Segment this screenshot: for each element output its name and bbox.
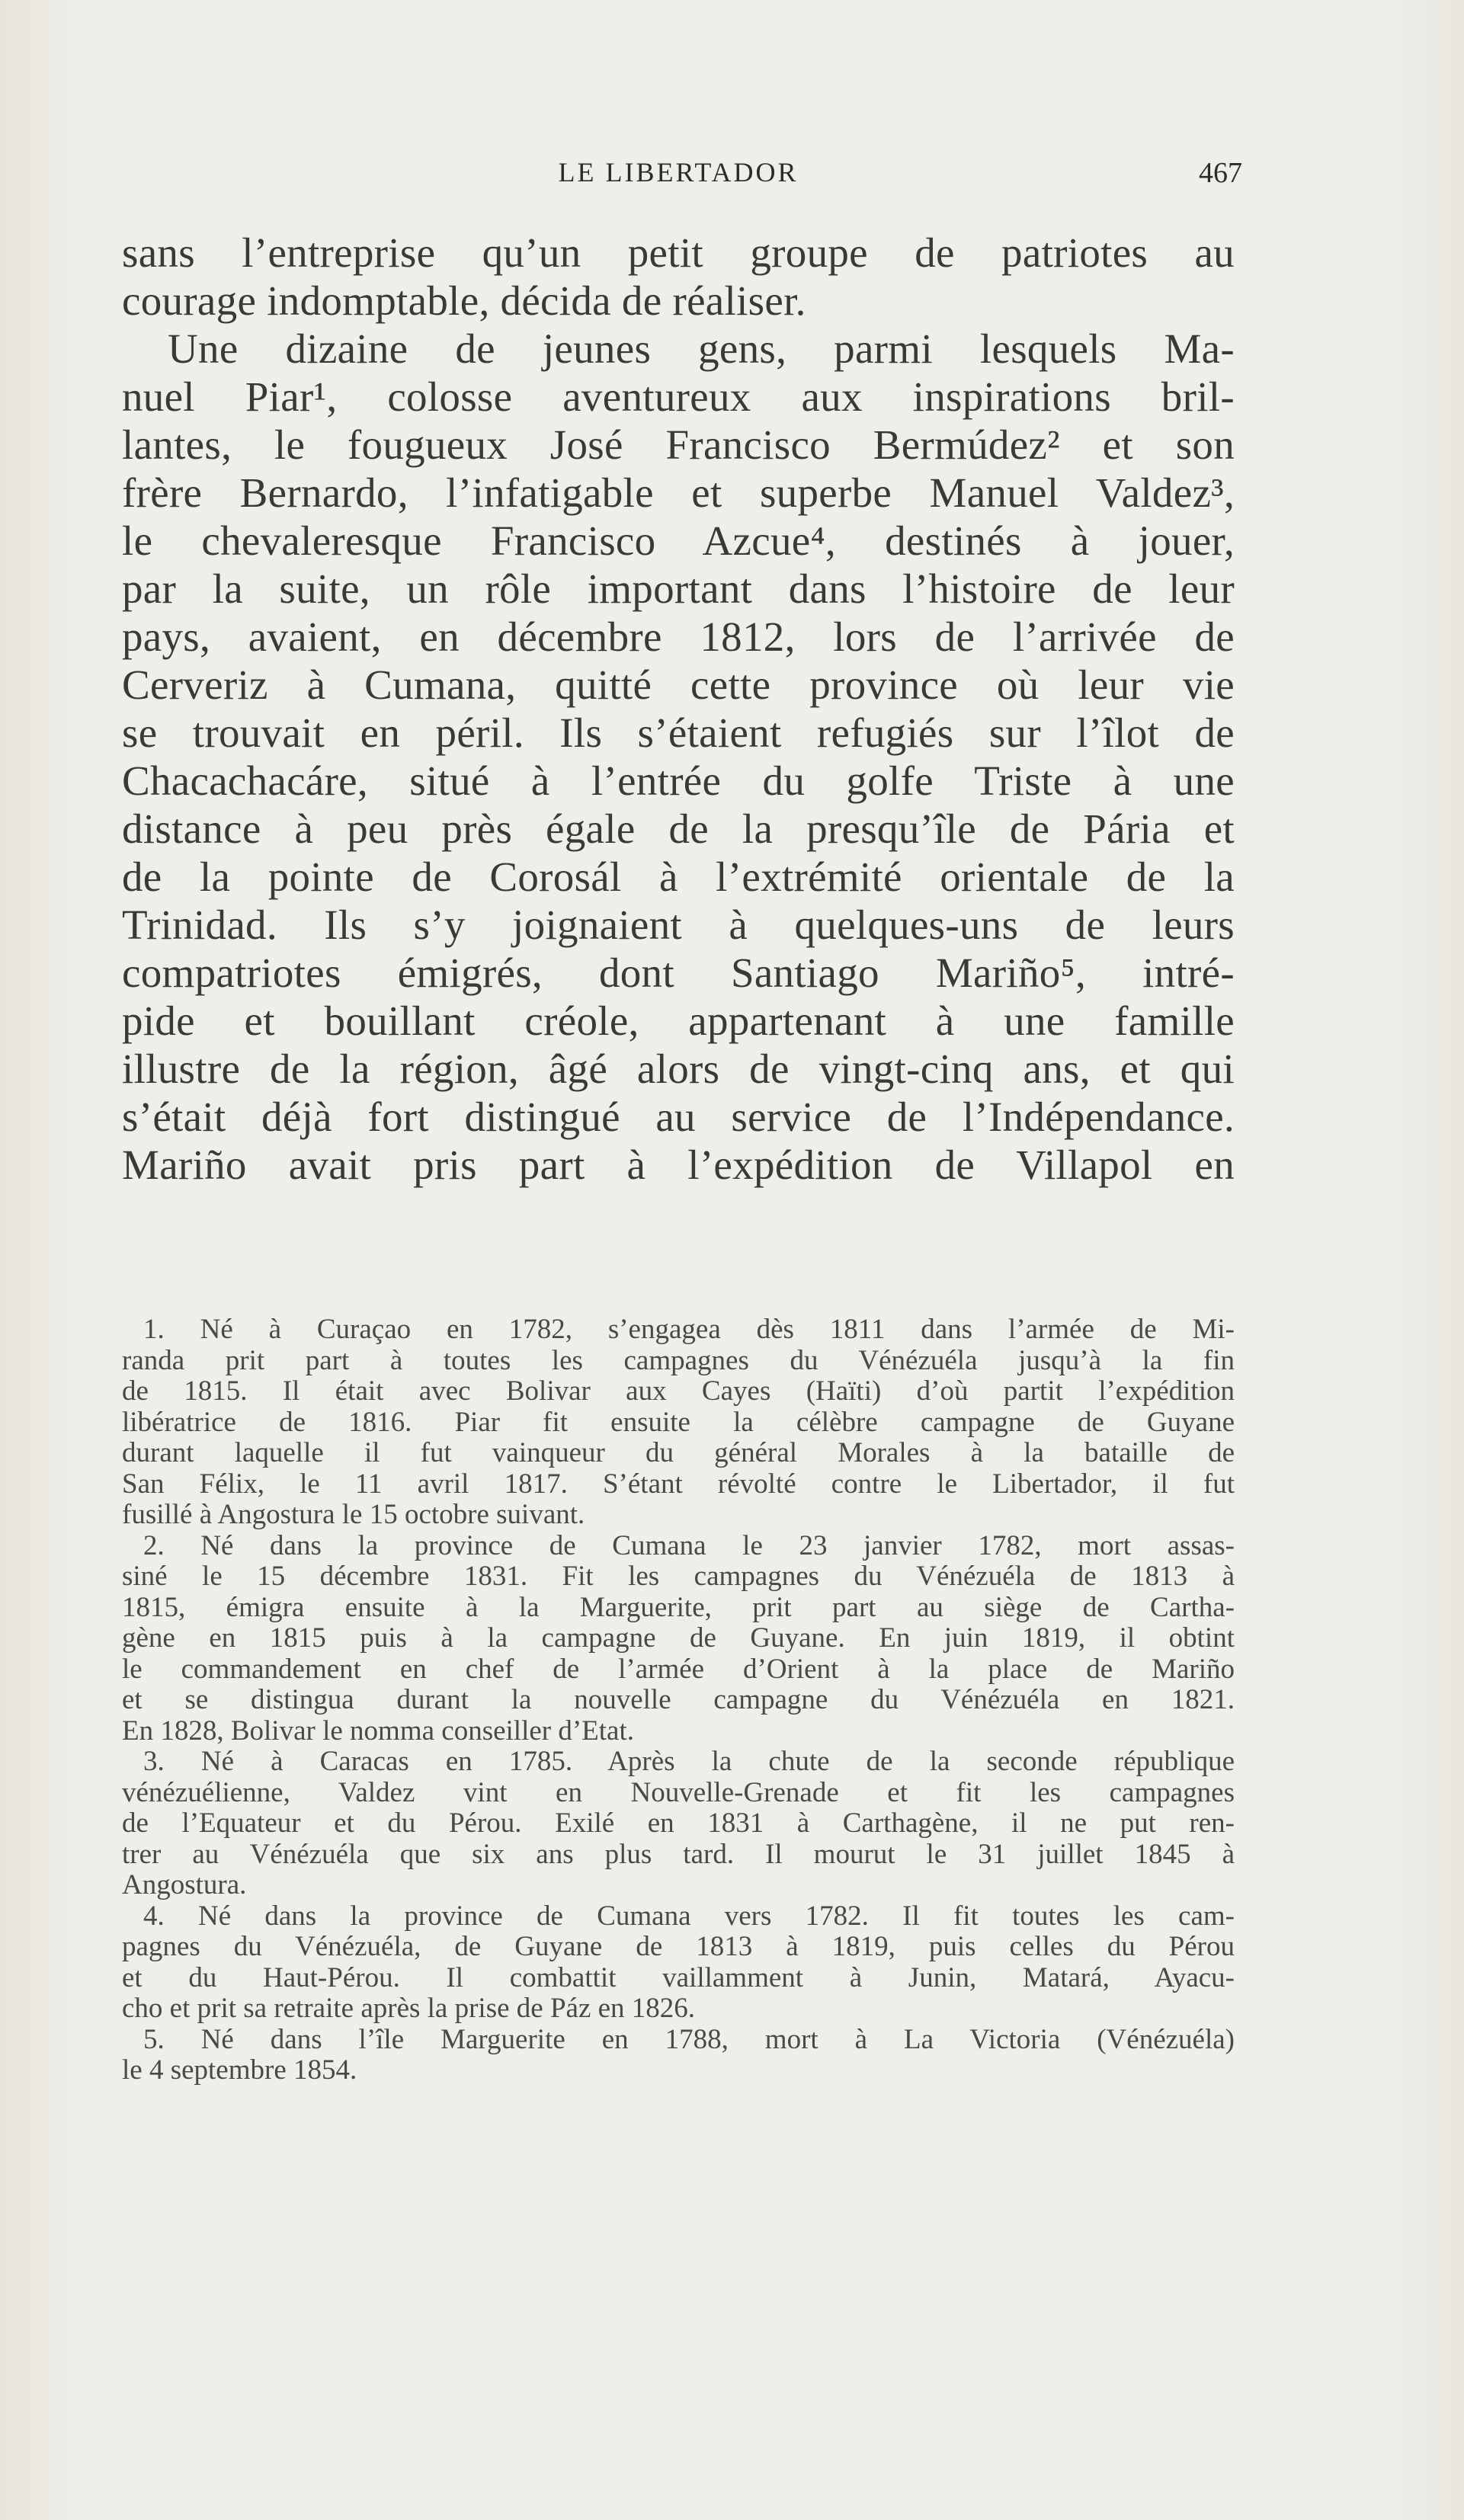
text-line: sans l’entreprise qu’un petit groupe de patriotes au [122, 229, 1235, 276]
text-line: Une dizaine de jeunes gens, parmi lesquels Ma- [168, 325, 1235, 372]
footnotes [122, 1314, 1235, 2086]
text-line: pide et bouillant créole, appartenant à une famille [122, 997, 1235, 1044]
text-line: Cerveriz à Cumana, quitté cette province où leur vie [122, 661, 1235, 708]
footnote-line: 2. Né dans la province de Cumana le 23 janvier 1782, mort assas- [143, 1529, 1235, 1561]
page-header [122, 156, 1242, 202]
footnote-line: le 4 septembre 1854. [122, 2054, 357, 2086]
footnote-line: et du Haut-Pérou. Il combattit vaillamment à Junin, Matará, Ayacu- [122, 1961, 1235, 1993]
text-line: s’était déjà fort distingué au service de l’Indépendance. [122, 1093, 1235, 1140]
text-line: illustre de la région, âgé alors de vingt-cinq ans, et qui [122, 1045, 1235, 1092]
footnote-line: En 1828, Bolivar le nomma conseiller d’Etat. [122, 1715, 634, 1747]
text-line: compatriotes émigrés, dont Santiago Mariño⁵, intré- [122, 949, 1235, 996]
text-line: le chevaleresque Francisco Azcue⁴, destinés à jouer, [122, 517, 1235, 564]
text-line: courage indomptable, décida de réaliser. [122, 277, 806, 324]
text-line: Trinidad. Ils s’y joignaient à quelques-uns de leurs [122, 901, 1235, 948]
page-number: 467 [1199, 157, 1242, 189]
text-line: Mariño avait pris part à l’expédition de Villapol en [122, 1142, 1235, 1188]
footnote-line: de 1815. Il était avec Bolivar aux Cayes (Haïti) d’où partit l’expédition [122, 1375, 1235, 1407]
text-line: se trouvait en péril. Ils s’étaient refugiés sur l’îlot de [122, 709, 1235, 756]
text-line: nuel Piar¹, colosse aventureux aux inspirations bril- [122, 373, 1235, 420]
footnote-line: et se distingua durant la nouvelle campagne du Vénézuéla en 1821. [122, 1684, 1235, 1715]
footnote-line: de l’Equateur et du Pérou. Exilé en 1831 à Carthagène, il ne put ren- [122, 1808, 1235, 1839]
footnote-line: randa prit part à toutes les campagnes du Vénézuéla jusqu’à la fin [122, 1344, 1235, 1376]
footnote-line: Angostura. [122, 1869, 247, 1900]
footnote-line: libératrice de 1816. Piar fit ensuite la célèbre campagne de Guyane [122, 1406, 1235, 1438]
footnote-line: 1815, émigra ensuite à la Marguerite, prit part au siège de Cartha- [122, 1591, 1235, 1623]
running-title: LE LIBERTADOR [558, 157, 799, 187]
text-line: Chacachacáre, situé à l’entrée du golfe Triste à une [122, 757, 1235, 804]
footnote-line: 4. Né dans la province de Cumana vers 1782. Il fit toutes les cam- [143, 1900, 1235, 1932]
footnote-line: 1. Né à Curaçao en 1782, s’engagea dès 1811 dans l’armée de Mi- [143, 1314, 1235, 1345]
footnote-line: cho et prit sa retraite après la prise de Páz en 1826. [122, 1993, 696, 2024]
footnote-line: durant laquelle il fut vainqueur du général Morales à la bataille de [122, 1437, 1235, 1468]
main-text [122, 229, 1235, 1189]
footnote-line: San Félix, le 11 avril 1817. S’étant révolté contre le Libertador, il fut [122, 1468, 1235, 1500]
footnote-line: 5. Né dans l’île Marguerite en 1788, mort à La Victoria (Vénézuéla) [143, 2023, 1235, 2055]
footnote-line: trer au Vénézuéla que six ans plus tard. Il mourut le 31 juillet 1845 à [122, 1838, 1235, 1870]
text-line: frère Bernardo, l’infatigable et superbe Manuel Valdez³, [122, 469, 1235, 516]
text-line: pays, avaient, en décembre 1812, lors de l’arrivée de [122, 613, 1235, 660]
footnote-line: fusillé à Angostura le 15 octobre suivant. [122, 1499, 585, 1530]
text-line: par la suite, un rôle important dans l’histoire de leur [122, 565, 1235, 612]
footnote-line: vénézuélienne, Valdez vint en Nouvelle-Grenade et fit les campagnes [122, 1776, 1235, 1808]
text-line: lantes, le fougueux José Francisco Bermúdez² et son [122, 421, 1235, 468]
text-line: de la pointe de Corosál à l’extrémité orientale de la [122, 853, 1235, 900]
footnote-line: gène en 1815 puis à la campagne de Guyane. En juin 1819, il obtint [122, 1622, 1235, 1654]
text-line: distance à peu près égale de la presqu’île de Pária et [122, 805, 1235, 852]
footnote-line: pagnes du Vénézuéla, de Guyane de 1813 à 1819, puis celles du Pérou [122, 1931, 1235, 1962]
footnote-line: 3. Né à Caracas en 1785. Après la chute de la seconde république [143, 1746, 1235, 1777]
footnote-line: le commandement en chef de l’armée d’Orient à la place de Mariño [122, 1653, 1235, 1685]
footnote-line: siné le 15 décembre 1831. Fit les campagnes du Vénézuéla de 1813 à [122, 1561, 1235, 1592]
